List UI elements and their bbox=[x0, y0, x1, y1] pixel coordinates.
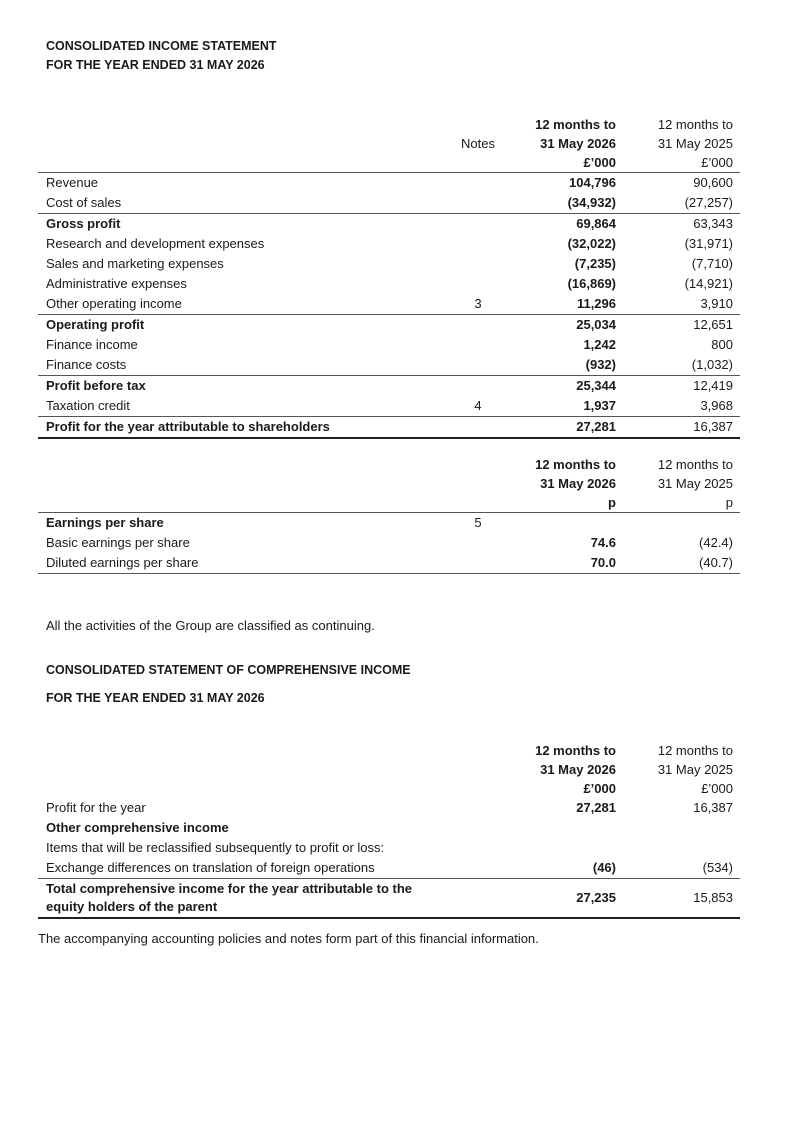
header-cur-2: 31 May 2026 bbox=[540, 136, 616, 151]
eps-header-prev-1: 12 months to bbox=[657, 457, 733, 472]
row-note bbox=[428, 173, 528, 194]
row-note bbox=[428, 355, 528, 376]
row-note bbox=[428, 376, 528, 397]
ci-row bbox=[38, 879, 740, 919]
notes-header: Notes bbox=[461, 136, 495, 151]
row-values bbox=[528, 234, 740, 254]
row-label: Profit for the year attributable to shareholders bbox=[38, 417, 428, 439]
row-values bbox=[528, 879, 740, 919]
row-note bbox=[428, 214, 528, 235]
table-row bbox=[38, 254, 740, 274]
table-row bbox=[38, 173, 740, 194]
row-label: Research and development expenses bbox=[46, 236, 265, 251]
row-values bbox=[528, 335, 740, 355]
value-2025: 3,968 bbox=[700, 398, 733, 413]
value-2026: (932) bbox=[585, 357, 616, 372]
header-row bbox=[38, 153, 740, 173]
row-note bbox=[428, 274, 528, 294]
continuing-activities-note: All the activities of the Group are classified as continuing. bbox=[46, 618, 375, 633]
header-prev-1: 12 months to bbox=[657, 117, 733, 132]
ci-header-prev-3: £’000 bbox=[701, 781, 733, 796]
row-label: Taxation credit bbox=[46, 398, 130, 413]
value-2026: (46) bbox=[592, 860, 616, 875]
row-note bbox=[428, 838, 528, 858]
row-values bbox=[528, 294, 740, 315]
row-values bbox=[528, 798, 740, 818]
value-2026: (34,932) bbox=[567, 195, 616, 210]
value-2026: 27,281 bbox=[576, 800, 616, 815]
header-prev-3: £’000 bbox=[701, 155, 733, 170]
table-row bbox=[38, 315, 740, 336]
row-values bbox=[528, 818, 740, 838]
value-2025: (1,032) bbox=[691, 357, 733, 372]
table-row bbox=[38, 396, 740, 417]
ci-header-prev-2: 31 May 2025 bbox=[657, 762, 733, 777]
table-row bbox=[38, 214, 740, 235]
row-label: Gross profit bbox=[38, 214, 428, 235]
value-2026: (7,235) bbox=[574, 256, 616, 271]
ci-header-cur-2: 31 May 2026 bbox=[540, 762, 616, 777]
row-values bbox=[528, 193, 740, 214]
table-row bbox=[38, 234, 740, 254]
row-values bbox=[528, 214, 740, 235]
row-label: Cost of sales bbox=[46, 195, 122, 210]
row-values bbox=[528, 315, 740, 336]
row-label: Earnings per share bbox=[46, 515, 164, 530]
table-row bbox=[38, 193, 740, 214]
table-row bbox=[38, 294, 740, 315]
row-label: Diluted earnings per share bbox=[38, 553, 428, 574]
row-values bbox=[528, 355, 740, 376]
row-label: Basic earnings per share bbox=[46, 535, 190, 550]
eps-header-cur-2: 31 May 2026 bbox=[540, 476, 616, 491]
eps-row bbox=[38, 513, 740, 534]
row-label: Finance income bbox=[46, 337, 138, 352]
ci-header-cur-3: £’000 bbox=[583, 781, 616, 796]
row-label: Finance costs bbox=[46, 357, 127, 372]
row-note bbox=[428, 417, 528, 439]
eps-row bbox=[38, 553, 740, 574]
eps-header-row bbox=[38, 455, 740, 474]
value-2026: 74.6 bbox=[590, 535, 616, 550]
row-note bbox=[428, 553, 528, 574]
value-2026: 104,796 bbox=[569, 175, 616, 190]
eps-header-cur-1: 12 months to bbox=[535, 457, 616, 472]
value-2025: 16,387 bbox=[693, 419, 733, 434]
value-2025: 63,343 bbox=[693, 216, 733, 231]
ci-header-row bbox=[38, 779, 740, 798]
row-values bbox=[528, 533, 740, 553]
value-2025: 12,419 bbox=[693, 378, 733, 393]
value-2025: (14,921) bbox=[684, 276, 733, 291]
ci-header-row bbox=[38, 741, 740, 760]
row-values bbox=[528, 513, 740, 534]
row-label: Profit before tax bbox=[38, 376, 428, 397]
row-values bbox=[528, 396, 740, 417]
row-label: Items that will be reclassified subsequently to profit or loss: bbox=[46, 840, 385, 855]
footer-note: The accompanying accounting policies and notes form part of this financial information. bbox=[38, 931, 539, 946]
header-row bbox=[38, 115, 740, 134]
eps-table bbox=[38, 455, 740, 574]
row-note bbox=[428, 315, 528, 336]
row-note bbox=[428, 533, 528, 553]
value-2025: (7,710) bbox=[691, 256, 733, 271]
row-values bbox=[528, 254, 740, 274]
eps-header-row bbox=[38, 493, 740, 513]
title-line-1: CONSOLIDATED STATEMENT OF COMPREHENSIVE INCOME bbox=[46, 663, 411, 677]
value-2026: 11,296 bbox=[576, 296, 616, 311]
row-label: Profit for the year bbox=[46, 800, 146, 815]
value-2026: 69,864 bbox=[576, 216, 616, 231]
row-note bbox=[428, 234, 528, 254]
row-values bbox=[528, 553, 740, 574]
row-values bbox=[528, 858, 740, 879]
value-2026: 1,242 bbox=[583, 337, 616, 352]
row-note bbox=[428, 818, 528, 838]
row-label: Total comprehensive income for the year attributable to the equity holders of the parent bbox=[38, 879, 428, 919]
eps-row bbox=[38, 533, 740, 553]
title-line-2: FOR THE YEAR ENDED 31 MAY 2026 bbox=[46, 691, 265, 705]
title-line-1: CONSOLIDATED INCOME STATEMENT bbox=[46, 39, 277, 53]
value-2025: (40.7) bbox=[699, 555, 733, 570]
row-values bbox=[528, 173, 740, 194]
value-2026: 25,034 bbox=[576, 317, 616, 332]
income-statement-table bbox=[38, 115, 740, 439]
row-note bbox=[428, 798, 528, 818]
value-2025: 800 bbox=[711, 337, 733, 352]
header-row bbox=[38, 134, 740, 153]
value-2026: 70.0 bbox=[590, 555, 616, 570]
value-2026: 27,235 bbox=[576, 890, 616, 905]
value-2025: 12,651 bbox=[693, 317, 733, 332]
value-2026: (32,022) bbox=[567, 236, 616, 251]
eps-header-prev-2: 31 May 2025 bbox=[657, 476, 733, 491]
row-values bbox=[528, 417, 740, 439]
row-note: 5 bbox=[474, 515, 482, 530]
row-label: Exchange differences on translation of foreign operations bbox=[46, 860, 375, 875]
comprehensive-income-table bbox=[38, 741, 740, 919]
ci-row bbox=[38, 818, 740, 838]
row-note bbox=[428, 858, 528, 879]
row-label: Other comprehensive income bbox=[46, 820, 229, 835]
header-prev-2: 31 May 2025 bbox=[657, 136, 733, 151]
ci-row bbox=[38, 838, 740, 858]
row-note bbox=[428, 335, 528, 355]
eps-header-prev-3: p bbox=[725, 495, 733, 510]
row-label: Sales and marketing expenses bbox=[46, 256, 224, 271]
value-2025: 15,853 bbox=[693, 890, 733, 905]
value-2025: (534) bbox=[702, 860, 733, 875]
income-statement-title bbox=[46, 37, 277, 75]
ci-header-prev-1: 12 months to bbox=[657, 743, 733, 758]
value-2026: 1,937 bbox=[583, 398, 616, 413]
table-row bbox=[38, 274, 740, 294]
row-label: Administrative expenses bbox=[46, 276, 187, 291]
table-row bbox=[38, 376, 740, 397]
row-note bbox=[428, 879, 528, 919]
value-2026: 27,281 bbox=[576, 419, 616, 434]
row-values bbox=[528, 376, 740, 397]
ci-header-cur-1: 12 months to bbox=[535, 743, 616, 758]
row-label: Other operating income bbox=[46, 296, 182, 311]
value-2025: 16,387 bbox=[693, 800, 733, 815]
ci-row bbox=[38, 798, 740, 818]
header-cur-3: £’000 bbox=[583, 155, 616, 170]
table-row bbox=[38, 335, 740, 355]
value-2025: (31,971) bbox=[684, 236, 733, 251]
value-2026: (16,869) bbox=[567, 276, 616, 291]
ci-header-row bbox=[38, 760, 740, 779]
row-label: Operating profit bbox=[38, 315, 428, 336]
row-note bbox=[428, 254, 528, 274]
row-values bbox=[528, 838, 740, 858]
row-label: Revenue bbox=[46, 175, 99, 190]
value-2025: 90,600 bbox=[693, 175, 733, 190]
table-row bbox=[38, 417, 740, 439]
table-row bbox=[38, 355, 740, 376]
row-note: 3 bbox=[474, 296, 482, 311]
row-values bbox=[528, 274, 740, 294]
row-note: 4 bbox=[474, 398, 482, 413]
header-cur-1: 12 months to bbox=[535, 117, 616, 132]
value-2026: 25,344 bbox=[576, 378, 616, 393]
value-2025: (27,257) bbox=[684, 195, 733, 210]
ci-row bbox=[38, 858, 740, 879]
comprehensive-income-title bbox=[46, 656, 411, 712]
value-2025: 3,910 bbox=[700, 296, 733, 311]
row-note bbox=[428, 193, 528, 214]
eps-header-cur-3: p bbox=[608, 495, 616, 510]
value-2025: (42.4) bbox=[699, 535, 733, 550]
eps-header-row bbox=[38, 474, 740, 493]
title-line-2: FOR THE YEAR ENDED 31 MAY 2026 bbox=[46, 58, 265, 72]
